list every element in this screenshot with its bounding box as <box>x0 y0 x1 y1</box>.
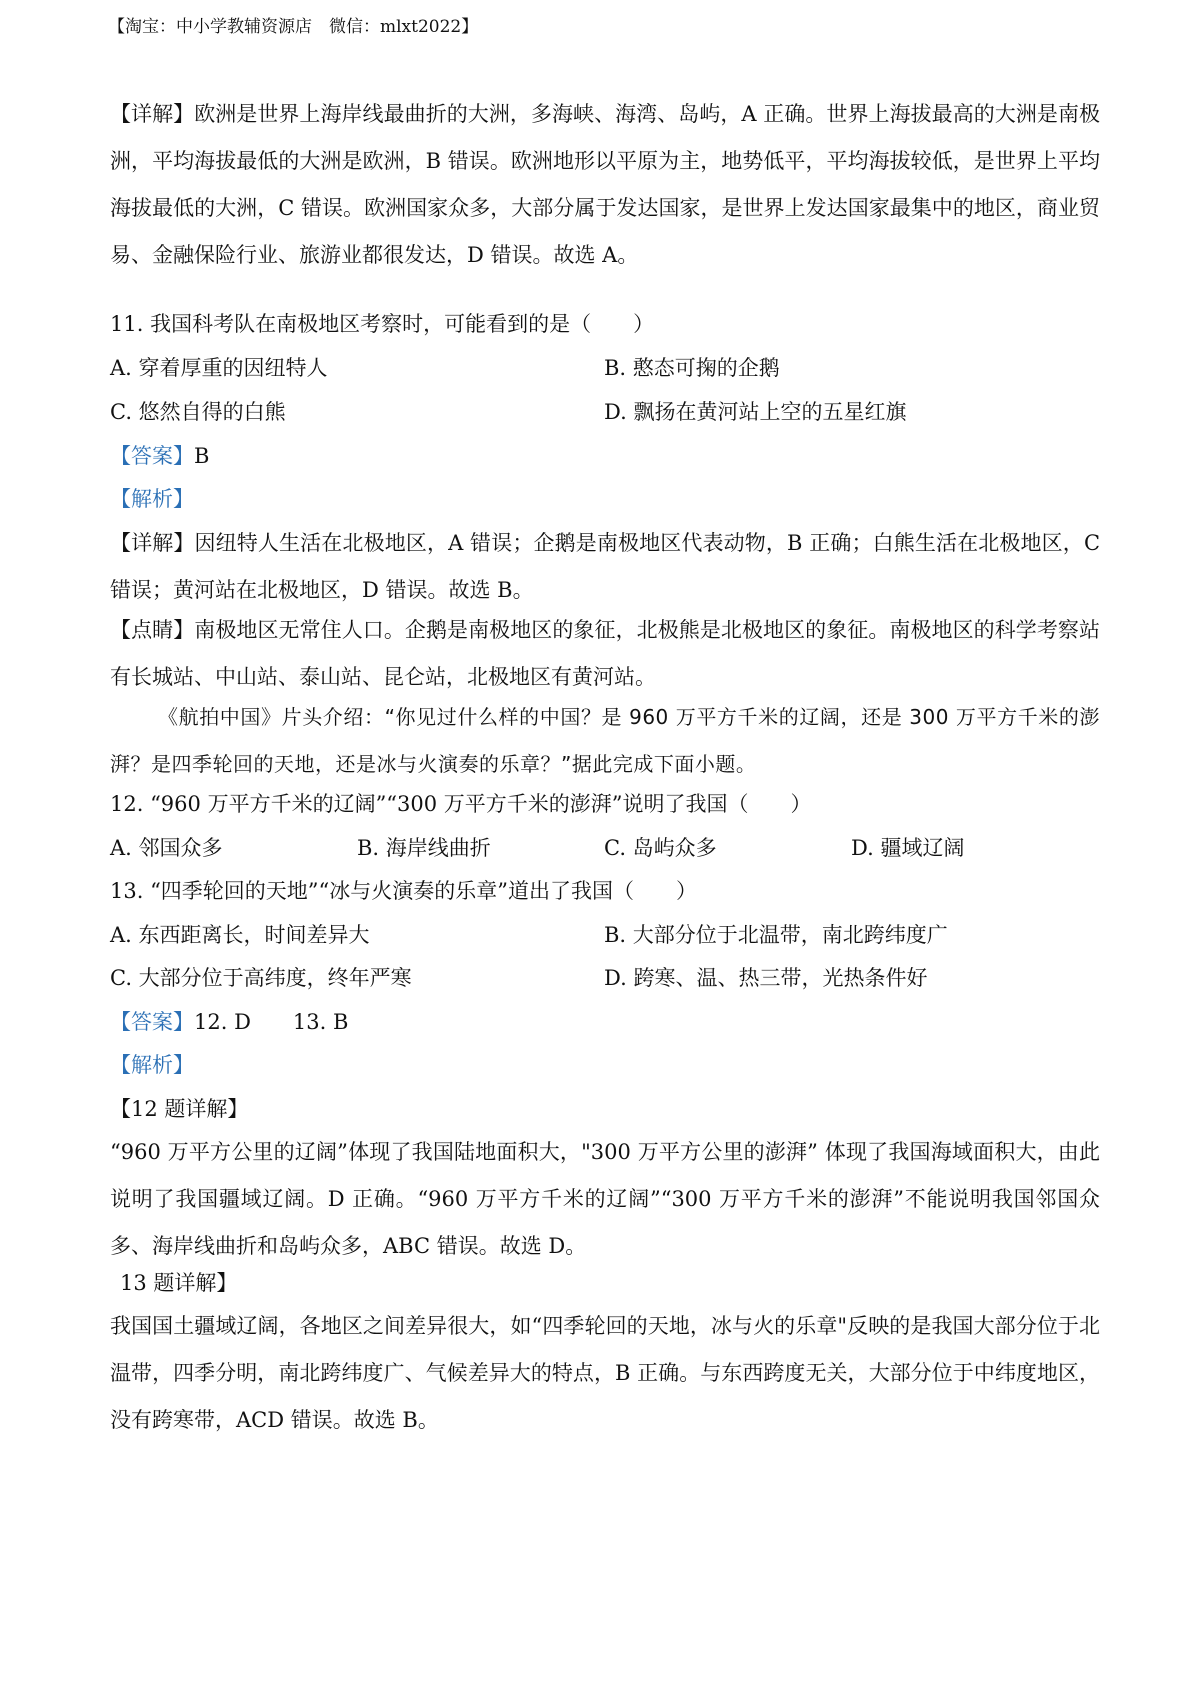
q13-option-c: C. 大部分位于高纬度，终年严寒 <box>110 966 412 990</box>
q12-option-a: A. 邻国众多 <box>110 836 223 860</box>
q13-detail-paragraph: 我国国土疆域辽阔，各地区之间差异很大，如“四季轮回的天地，冰与火的乐章"反映的是我国大部分位于北温带，四季分明，南北跨纬度广、气候差异大的特点，B 正确。与东西跨度无关，大部分位于中纬度地区，没有跨寒带，ACD 错误。故选 B。 <box>110 1314 1100 1432</box>
q12-option-b: B. 海岸线曲折 <box>357 836 491 860</box>
q11-option-d: D. 飘扬在黄河站上空的五星红旗 <box>604 400 907 424</box>
q13-option-b: B. 大部分位于北温带，南北跨纬度广 <box>604 923 948 947</box>
detail-tag: 【详解】 <box>110 531 195 555</box>
q12-detail-paragraph: “960 万平方公里的辽阔”体现了我国陆地面积大，"300 万平方公里的澎湃” 体现了我国海域面积大，由此说明了我国疆域辽阔。D 正确。“960 万平方千米的辽阔”“300 万平方千米的澎湃”不能说明我国邻国众多、海岸线曲折和岛屿众多，ABC 错误。故选 D。 <box>110 1140 1100 1258</box>
detail-tag: 【详解】 <box>110 102 195 126</box>
q13-option-a: A. 东西距离长，时间差异大 <box>110 923 370 947</box>
answer-tag: 【答案】 <box>110 1010 194 1034</box>
europe-detail-paragraph <box>110 91 1100 279</box>
material-lead-paragraph: 《航拍中国》片头介绍：“你见过什么样的中国？是 960 万平方千米的辽阔，还是 300 万平方千米的澎湃？是四季轮回的天地，还是冰与火演奏的乐章？”据此完成下面小题。 <box>110 705 1100 776</box>
answer-value: B <box>194 444 210 468</box>
q12-13-analysis-tag: 【解析】 <box>110 1053 194 1077</box>
q11-analysis-tag: 【解析】 <box>110 487 194 511</box>
q13-stem: 13. “四季轮回的天地”“冰与火演奏的乐章”道出了我国（ ） <box>110 879 698 903</box>
q12-detail-title: 【12 题详解】 <box>110 1097 249 1121</box>
q12-stem: 12. “960 万平方千米的辽阔”“300 万平方千米的澎湃”说明了我国（ ） <box>110 792 812 816</box>
q11-detail-paragraph <box>110 520 1100 614</box>
detail-text: 因纽特人生活在北极地区，A 错误；企鹅是南极地区代表动物，B 正确；白熊生活在北极地区，C 错误；黄河站在北极地区，D 错误。故选 B。 <box>110 531 1101 602</box>
q11-option-c: C. 悠然自得的白熊 <box>110 400 286 424</box>
watermark-header: 【淘宝：中小学教辅资源店 微信：mlxt2022】 <box>108 17 479 37</box>
q13-option-d: D. 跨寒、温、热三带，光热条件好 <box>604 966 928 990</box>
detail-text: 欧洲是世界上海岸线最曲折的大洲，多海峡、海湾、岛屿，A 正确。世界上海拔最高的大洲是南极洲，平均海拔最低的大洲是欧洲，B 错误。欧洲地形以平原为主，地势低平，平均海拔较低，是世界上平均海拔最低的大洲，C 错误。欧洲国家众多，大部分属于发达国家，是世界上发达国家最集中的地区，商业贸易、金融保险行业、旅游业都很发达，D 错误。故选 A。 <box>110 102 1100 267</box>
q11-option-a: A. 穿着厚重的因纽特人 <box>110 356 328 380</box>
note-text: 南极地区无常住人口。企鹅是南极地区的象征，北极熊是北极地区的象征。南极地区的科学考察站有长城站、中山站、泰山站、昆仑站，北极地区有黄河站。 <box>110 618 1101 689</box>
q13-detail-title: 13 题详解】 <box>120 1271 238 1295</box>
note-tag: 【点睛】 <box>110 618 195 642</box>
q11-option-b: B. 憨态可掬的企鹅 <box>604 356 780 380</box>
answer-tag: 【答案】 <box>110 444 194 468</box>
q12-option-d: D. 疆域辽阔 <box>851 836 965 860</box>
answer-value: 12. D 13. B <box>194 1010 349 1034</box>
q11-answer <box>110 433 209 480</box>
q11-stem: 11. 我国科考队在南极地区考察时，可能看到的是（ ） <box>110 312 655 336</box>
q12-13-answer <box>110 999 348 1046</box>
q12-option-c: C. 岛屿众多 <box>604 836 717 860</box>
q11-note-paragraph <box>110 607 1100 701</box>
